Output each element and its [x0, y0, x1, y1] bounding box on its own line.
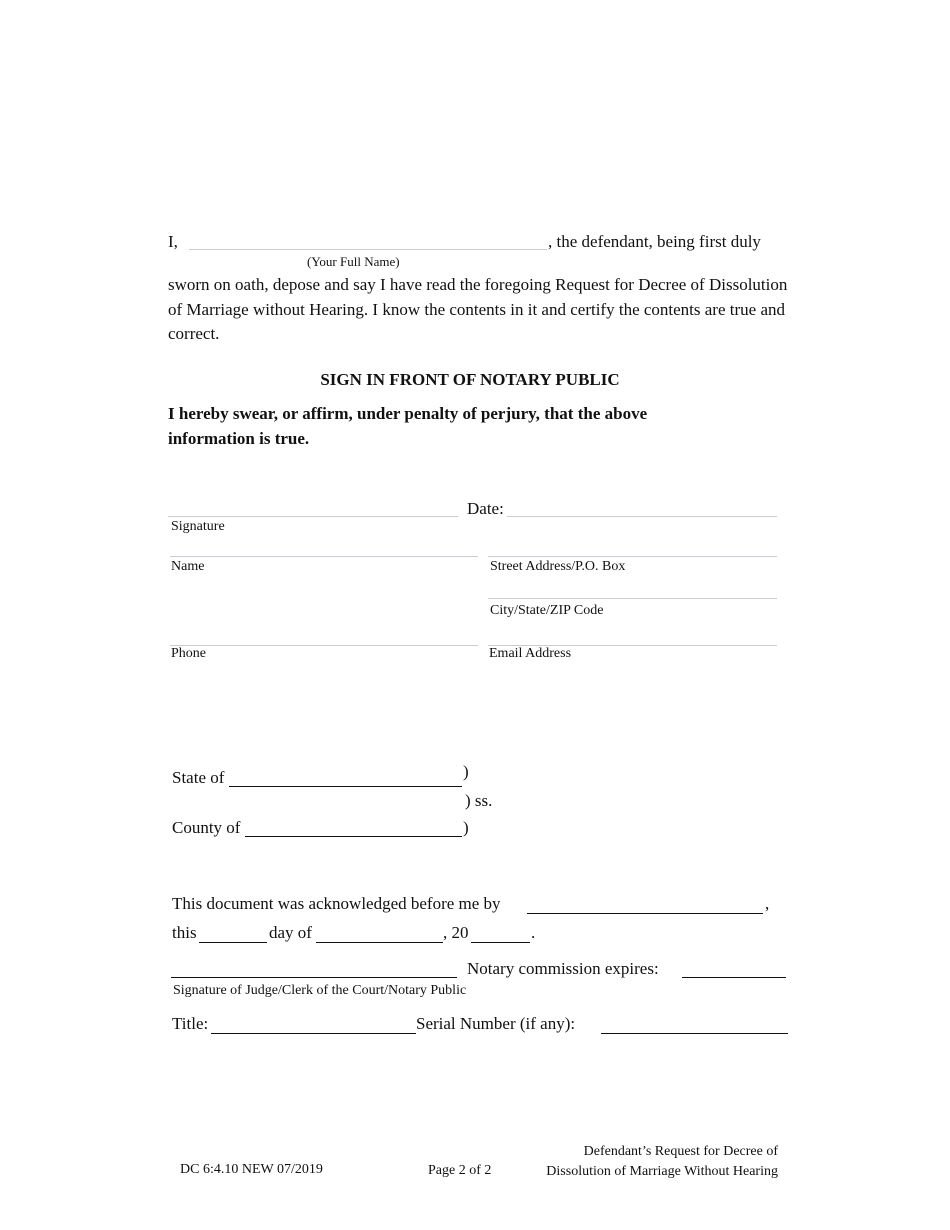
footer-doc-title-line2: Dissolution of Marriage Without Hearing	[546, 1164, 778, 1179]
this-label: this	[172, 923, 197, 942]
year-field[interactable]	[471, 925, 530, 943]
name-label: Name	[171, 559, 205, 574]
commission-expires-field[interactable]	[682, 960, 786, 978]
date-field[interactable]	[507, 498, 777, 517]
county-of-label: County of	[172, 818, 241, 837]
date-label: Date:	[467, 499, 504, 518]
year-period: .	[531, 923, 536, 942]
title-label: Title:	[172, 1014, 209, 1033]
signature-label: Signature	[171, 519, 225, 534]
phone-field[interactable]	[170, 627, 478, 646]
venue-paren-2: )	[463, 818, 469, 837]
notary-heading: SIGN IN FRONT OF NOTARY PUBLIC	[320, 370, 620, 389]
acknowledgment-comma: ,	[765, 894, 770, 913]
email-label: Email Address	[489, 646, 572, 661]
state-of-label: State of	[172, 768, 225, 787]
full-name-hint: (Your Full Name)	[307, 254, 400, 269]
name-field[interactable]	[170, 538, 478, 557]
ss-label: ) ss.	[465, 791, 493, 810]
state-of-field[interactable]	[229, 770, 462, 787]
phone-label: Phone	[171, 646, 206, 661]
serial-number-field[interactable]	[601, 1016, 788, 1034]
commission-expires-label: Notary commission expires:	[467, 959, 659, 978]
county-of-field[interactable]	[245, 820, 462, 837]
street-address-label: Street Address/P.O. Box	[490, 559, 626, 574]
swear-statement: I hereby swear, or affirm, under penalty of perjury, that the above information is true.	[168, 404, 648, 448]
form-code: DC 6:4.10 NEW 07/2019	[180, 1162, 323, 1177]
title-field[interactable]	[211, 1016, 416, 1034]
notary-signature-caption: Signature of Judge/Clerk of the Court/Notary Public	[173, 983, 467, 998]
acknowledged-by-field[interactable]	[527, 896, 763, 914]
city-state-zip-field[interactable]	[488, 580, 777, 599]
email-field[interactable]	[488, 627, 777, 646]
street-address-field[interactable]	[488, 538, 777, 557]
city-state-zip-label: City/State/ZIP Code	[490, 603, 604, 618]
oath-suffix: , the defendant, being first duly	[548, 232, 761, 251]
notary-signature-field[interactable]	[171, 960, 457, 978]
oath-prefix: I,	[168, 232, 178, 251]
year-prefix: , 20	[443, 923, 469, 942]
venue-paren-1: )	[463, 762, 469, 781]
full-name-field[interactable]	[189, 231, 547, 250]
footer-doc-title	[546, 1142, 778, 1182]
day-field[interactable]	[199, 925, 267, 943]
page-number: Page 2 of 2	[428, 1163, 492, 1178]
month-field[interactable]	[316, 925, 443, 943]
day-of-label: day of	[269, 923, 312, 942]
oath-body: sworn on oath, depose and say I have read the foregoing Request for Decree of Dissolution of Marriage without Hearing. I know the contents in it and certify the contents are true and correct.	[168, 275, 788, 343]
acknowledgment-text: This document was acknowledged before me by	[172, 894, 501, 913]
serial-number-label: Serial Number (if any):	[416, 1014, 576, 1033]
footer-doc-title-line1: Defendant’s Request for Decree of	[583, 1144, 778, 1159]
signature-field[interactable]	[168, 498, 458, 517]
